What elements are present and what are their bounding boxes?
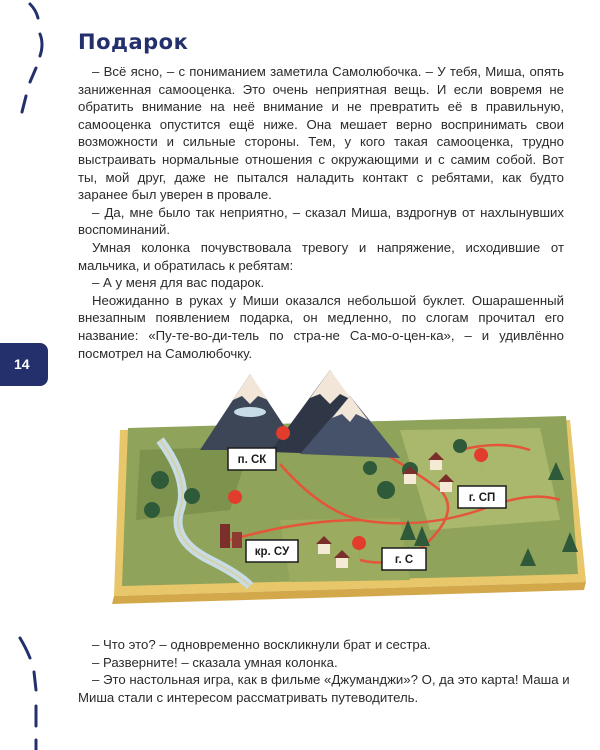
map-illustration [100,370,592,610]
paragraph: – Разверните! – сказала умная колонка. [92,654,338,670]
page-number: 14 [0,343,48,386]
label-sp [458,486,506,508]
paragraph: – Это настольная игра, как в фильме «Джуманджи»? О, да это карта! Маша и Миша стали с интересом рассматривать путеводитель. [78,672,570,705]
page-title: Подарок [78,30,189,54]
svg-text:г. С: г. С [394,554,414,566]
paragraph: Умная колонка почувствовала тревогу и напряжение, исходившие от мальчика, и обратилась к ребятам: [78,239,564,273]
label-su [246,540,298,562]
paragraph: – Что это? – одновременно воскликнули брат и сестра. [92,637,431,652]
svg-text:кр. СУ: кр. СУ [254,546,290,558]
svg-text:п. СК: п. СК [237,454,267,466]
label-sk [228,448,276,470]
mountains [200,370,400,458]
story-text-bottom [78,636,578,706]
story-text [78,63,564,362]
label-s [382,548,426,570]
paragraph: – Да, мне было так неприятно, – сказал Миша, вздрогнув от нахлынувших воспоминаний. [78,204,564,238]
paragraph: – А у меня для вас подарок. [92,275,265,291]
paragraph: – Всё ясно, – с пониманием заметила Самолюбочка. – У тебя, Миша, опять заниженная самооценка. Это очень неприятная вещь. И если вовремя не обратить внимание на неё внимание и не превратить её в правильную, самооценка опустится ещё ниже. Она мешает верно воспринимать свои возможности и сильные стороны. Тем, у кого такая самооценка, трудно выстраивать нормальные отношения с окружающими и с самим собой. Вот ты, мой друг, даже не пытался наладить контакт с ребятами, как будто заранее был уверен в провале. [78,64,564,203]
svg-text:г. СП: г. СП [468,492,496,504]
paragraph: Неожиданно в руках у Миши оказался небольшой буклет. Ошарашенный внезапным появлением подарка, он медленно, по слогам прочитал его название: «Пу-те-во-ди-тель по стра-не Са-мо-о-цен-ка», – и удивлённо посмотрел на Самолюбочку. [78,292,564,361]
